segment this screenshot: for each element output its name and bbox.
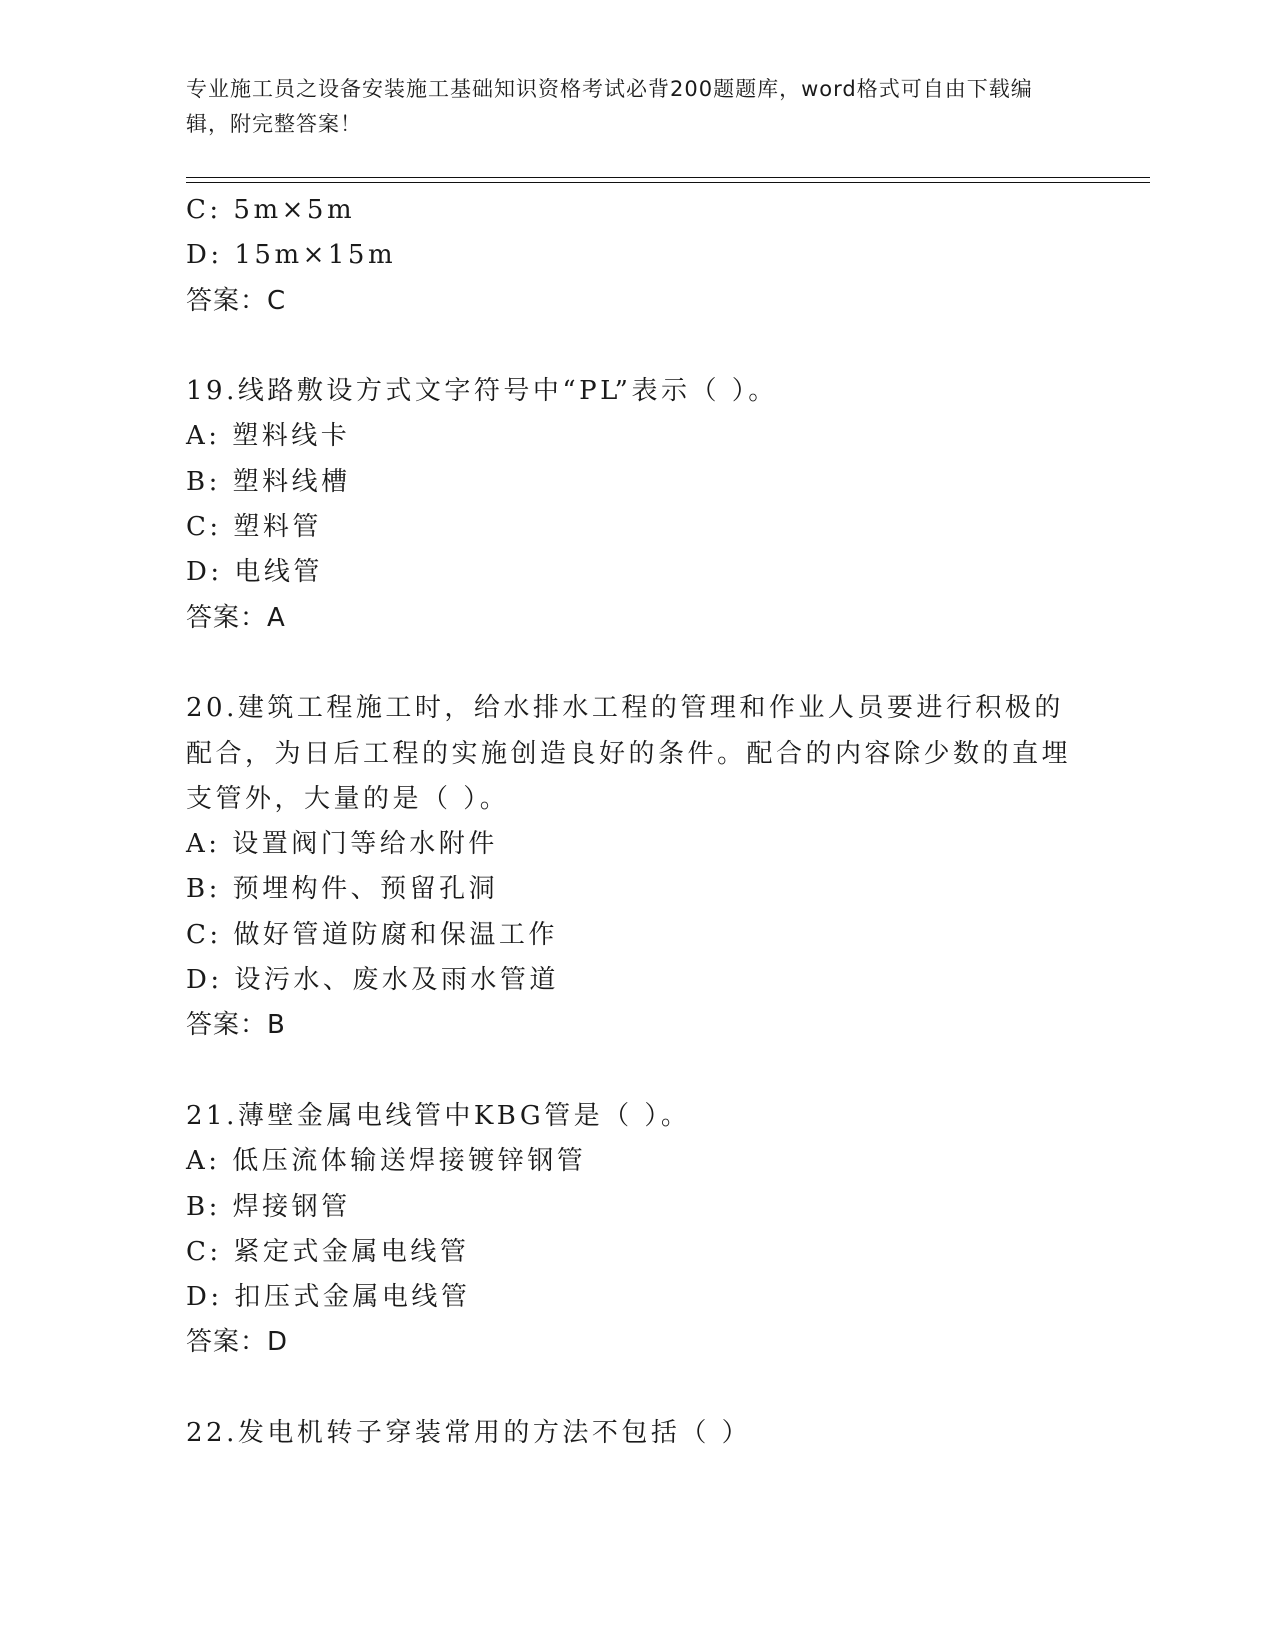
question-list [186,188,1086,1456]
question-19-block [186,369,1086,641]
option-d: D: 电线管 [186,557,323,588]
question-stem: 21.薄壁金属电线管中KBG管是（ ）。 [186,1100,691,1131]
option-c: C: 5m×5m [186,195,356,225]
block-spacer [186,1366,1086,1411]
option-b: B: 焊接钢管 [186,1191,351,1222]
option-d: D: 设污水、废水及雨水管道 [186,965,559,996]
question-stem: 22.发电机转子穿装常用的方法不包括（ ） [186,1418,752,1449]
answer-line: 答案：B [186,1010,286,1041]
block-spacer [186,324,1086,369]
header-divider-thin [186,182,1150,183]
option-c: C: 紧定式金属电线管 [186,1236,470,1267]
block-spacer [186,641,1086,686]
option-a: A: 塑料线卡 [186,421,351,452]
question-20-block [186,686,1086,1048]
page-header-title: 专业施工员之设备安装施工基础知识资格考试必背200题题库，word格式可自由下载编辑，附完整答案！ [186,77,1033,136]
question-stem: 19.线路敷设方式文字符号中“PL”表示（ ）。 [186,376,778,407]
answer-line: 答案：A [186,602,286,633]
option-b: B: 塑料线槽 [186,466,351,497]
question-stem: 20.建筑工程施工时，给水排水工程的管理和作业人员要进行积极的配合，为日后工程的实施创造良好的条件。配合的内容除少数的直埋支管外，大量的是（ ）。 [186,693,1072,814]
option-c: C: 塑料管 [186,512,322,543]
option-c: C: 做好管道防腐和保温工作 [186,919,558,950]
answer-line: 答案：D [186,1327,289,1358]
continued-question-block [186,188,1086,324]
option-a: A: 设置阀门等给水附件 [186,829,498,860]
option-a: A: 低压流体输送焊接镀锌钢管 [186,1146,587,1177]
option-d: D: 扣压式金属电线管 [186,1282,471,1313]
header-divider [186,177,1150,178]
option-b: B: 预埋构件、预留孔洞 [186,874,499,905]
option-d: D: 15m×15m [186,240,397,271]
question-22-block [186,1411,1086,1456]
block-spacer [186,1049,1086,1094]
question-21-block [186,1094,1086,1366]
answer-line: 答案：C [186,285,287,316]
